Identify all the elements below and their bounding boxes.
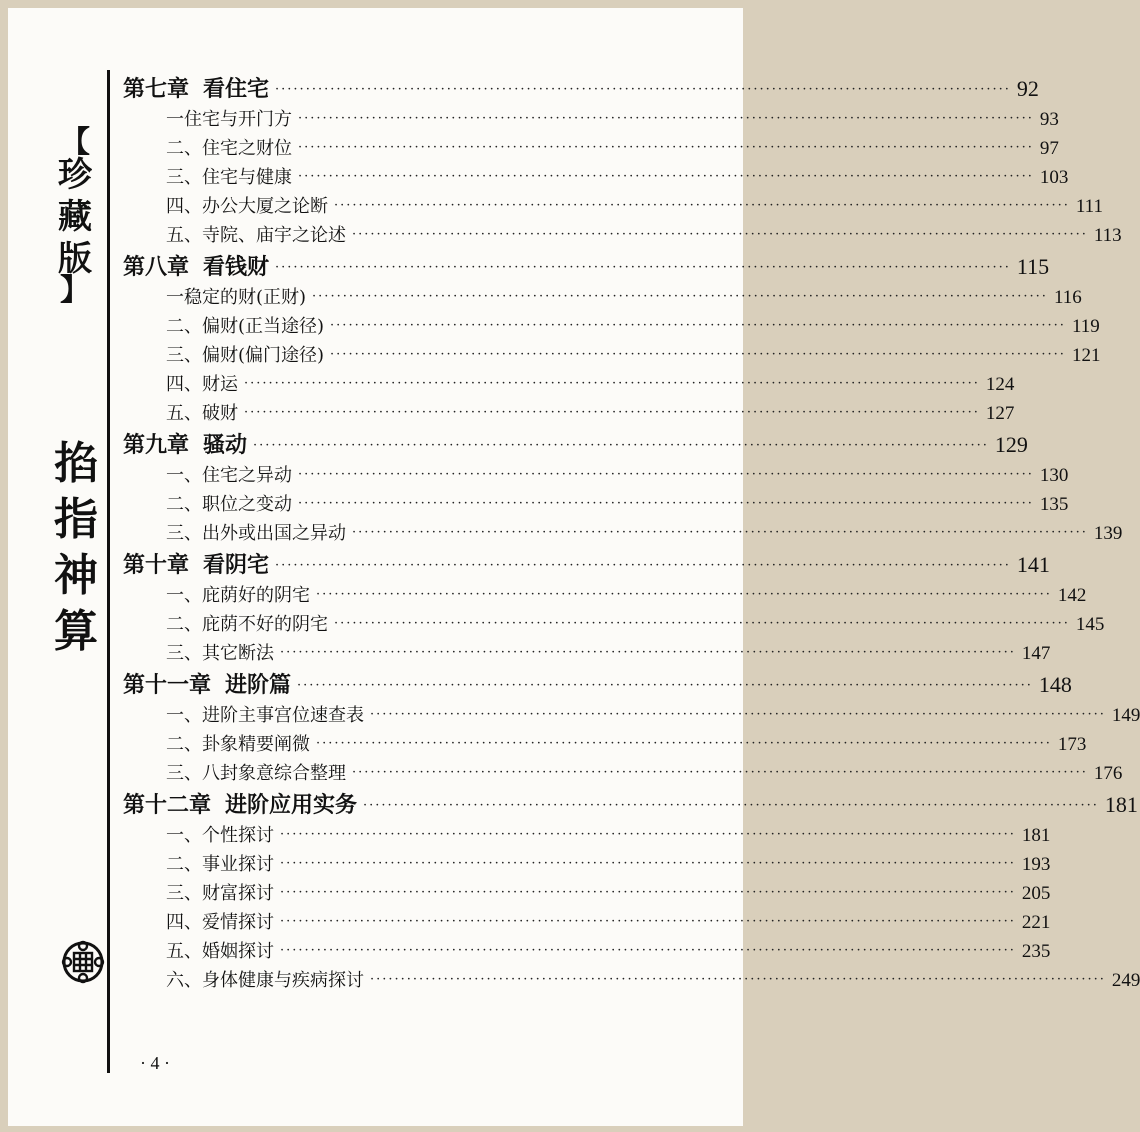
toc-section-row xyxy=(123,134,1059,163)
toc-page-number: 113 xyxy=(1093,225,1122,246)
toc-section-row xyxy=(123,105,1059,134)
table-of-contents xyxy=(123,72,1140,995)
chapter-number: 第九章 xyxy=(123,432,190,458)
leader-dots: ························································································································ xyxy=(370,972,1106,987)
toc-page-number: 124 xyxy=(985,374,1015,395)
edition-close-bracket: 】 xyxy=(60,273,90,308)
section-title: 二、住宅之财位 xyxy=(166,138,292,159)
toc-page-number: 121 xyxy=(1071,345,1101,366)
leader-dots: ························································································································ xyxy=(298,496,1034,511)
leader-dots: ························································································································ xyxy=(312,289,1048,304)
toc-section-row xyxy=(123,908,1051,937)
chapter-heading xyxy=(123,428,247,459)
chapter-number: 第七章 xyxy=(123,76,190,102)
toc-page-number: 116 xyxy=(1053,287,1082,308)
section-title: 一、庇荫好的阴宅 xyxy=(166,585,310,606)
toc-page-number: 181 xyxy=(1021,825,1051,846)
toc-section-row xyxy=(123,879,1051,908)
leader-dots: ························································································································ xyxy=(280,645,1016,660)
toc-page-number: 119 xyxy=(1071,316,1100,337)
toc-page-number: 129 xyxy=(994,432,1028,457)
toc-page-number: 135 xyxy=(1039,494,1069,515)
toc-section-row xyxy=(123,490,1069,519)
leader-dots: ························································································································ xyxy=(352,227,1088,242)
toc-section-row xyxy=(123,341,1101,370)
leader-dots: ························································································································ xyxy=(298,169,1034,184)
toc-page-number: 148 xyxy=(1038,672,1072,697)
toc-page-number: 173 xyxy=(1057,734,1087,755)
section-title: 三、财富探讨 xyxy=(166,883,274,904)
section-title: 一、个性探讨 xyxy=(166,825,274,846)
section-title: 六、身体健康与疾病探讨 xyxy=(166,970,364,991)
leader-dots: ························································································································ xyxy=(244,405,980,420)
page-number: · 4 · xyxy=(140,1053,170,1073)
title-char: 指 xyxy=(54,494,98,545)
section-title: 三、出外或出国之异动 xyxy=(166,523,346,544)
title-char: 神 xyxy=(54,550,98,601)
section-title: 四、爱情探讨 xyxy=(166,912,274,933)
section-title: 二、偏财(正当途径) xyxy=(166,316,325,337)
section-title: 二、事业探讨 xyxy=(166,854,274,875)
toc-page-number: 127 xyxy=(985,403,1015,424)
edition-label xyxy=(52,125,98,308)
section-title: 三、住宅与健康 xyxy=(166,167,292,188)
section-title: 一稳定的财(正财) xyxy=(166,287,307,308)
toc-page-number: 130 xyxy=(1039,465,1069,486)
toc-section-row xyxy=(123,730,1087,759)
toc-page-number: 249 xyxy=(1111,970,1140,991)
leader-dots: ························································································································ xyxy=(363,798,1099,813)
chapter-title: 看阴宅 xyxy=(203,552,270,578)
toc-page-number: 205 xyxy=(1021,883,1051,904)
chapter-title: 看钱财 xyxy=(203,254,270,280)
leader-dots: ························································································································ xyxy=(280,885,1016,900)
title-char: 掐 xyxy=(54,438,98,489)
section-title: 二、庇荫不好的阴宅 xyxy=(166,614,328,635)
toc-page-number: 149 xyxy=(1111,705,1140,726)
section-title: 五、破财 xyxy=(166,403,238,424)
chapter-heading xyxy=(123,250,269,281)
chapter-title: 进阶应用实务 xyxy=(225,792,358,818)
book-title-vertical xyxy=(52,436,100,660)
edition-char: 版 xyxy=(58,239,92,279)
toc-section-row xyxy=(123,701,1140,730)
leader-dots: ························································································································ xyxy=(352,525,1088,540)
toc-section-row xyxy=(123,850,1051,879)
toc-page-number: 221 xyxy=(1021,912,1051,933)
leader-dots: ························································································································ xyxy=(280,856,1016,871)
toc-chapter-row xyxy=(123,250,1050,283)
toc-page-number: 103 xyxy=(1039,167,1069,188)
section-title: 一住宅与开门方 xyxy=(166,109,292,130)
section-title: 五、婚姻探讨 xyxy=(166,941,274,962)
toc-section-row xyxy=(123,821,1051,850)
toc-page-number: 181 xyxy=(1104,792,1138,817)
toc-section-row xyxy=(123,312,1100,341)
vertical-rule xyxy=(107,70,110,1073)
section-title: 一、进阶主事宫位速查表 xyxy=(166,705,364,726)
leader-dots: ························································································································ xyxy=(352,765,1088,780)
toc-page-number: 142 xyxy=(1057,585,1087,606)
leader-dots: ························································································································ xyxy=(334,198,1070,213)
leader-dots: ························································································································ xyxy=(275,558,1011,573)
section-title: 二、职位之变动 xyxy=(166,494,292,515)
toc-section-row xyxy=(123,461,1069,490)
section-title: 三、偏财(偏门途径) xyxy=(166,345,325,366)
book-page xyxy=(8,8,1140,1126)
toc-chapter-row xyxy=(123,788,1138,821)
leader-dots: ························································································································ xyxy=(316,736,1052,751)
leader-dots: ························································································································ xyxy=(330,318,1066,333)
edition-open-bracket: 【 xyxy=(60,125,90,160)
toc-page-number: 93 xyxy=(1039,109,1059,130)
toc-section-row xyxy=(123,221,1122,250)
chapter-heading xyxy=(123,668,291,699)
section-title: 一、住宅之异动 xyxy=(166,465,292,486)
section-title: 三、其它断法 xyxy=(166,643,274,664)
toc-section-row xyxy=(123,283,1082,312)
toc-page-number: 235 xyxy=(1021,941,1051,962)
toc-page-number: 145 xyxy=(1075,614,1105,635)
leader-dots: ························································································································ xyxy=(370,707,1106,722)
chapter-heading xyxy=(123,72,269,103)
section-title: 四、办公大厦之论断 xyxy=(166,196,328,217)
chapter-heading xyxy=(123,548,269,579)
toc-page-number: 92 xyxy=(1016,76,1039,101)
leader-dots: ························································································································ xyxy=(334,616,1070,631)
toc-page-number: 147 xyxy=(1021,643,1051,664)
toc-section-row xyxy=(123,966,1140,995)
toc-section-row xyxy=(123,610,1105,639)
chapter-heading xyxy=(123,788,357,819)
leader-dots: ························································································································ xyxy=(298,140,1034,155)
section-title: 四、财运 xyxy=(166,374,238,395)
leader-dots: ························································································································ xyxy=(244,376,980,391)
leader-dots: ························································································································ xyxy=(275,260,1011,275)
toc-page-number: 193 xyxy=(1021,854,1051,875)
toc-section-row xyxy=(123,163,1069,192)
section-title: 二、卦象精要阐微 xyxy=(166,734,310,755)
chapter-number: 第十二章 xyxy=(123,792,212,818)
chapter-number: 第八章 xyxy=(123,254,190,280)
toc-section-row xyxy=(123,937,1051,966)
toc-page-number: 97 xyxy=(1039,138,1059,159)
leader-dots: ························································································································ xyxy=(297,678,1033,693)
toc-section-row xyxy=(123,581,1087,610)
chapter-number: 第十章 xyxy=(123,552,190,578)
chapter-title: 进阶篇 xyxy=(225,672,292,698)
leader-dots: ························································································································ xyxy=(275,82,1011,97)
section-title: 三、八封象意综合整理 xyxy=(166,763,346,784)
chapter-number: 第十一章 xyxy=(123,672,212,698)
chapter-title: 看住宅 xyxy=(203,76,270,102)
leader-dots: ························································································································ xyxy=(280,943,1016,958)
toc-page-number: 139 xyxy=(1093,523,1123,544)
toc-section-row xyxy=(123,639,1051,668)
toc-section-row xyxy=(123,192,1103,221)
toc-chapter-row xyxy=(123,548,1050,581)
toc-section-row xyxy=(123,399,1015,428)
toc-section-row xyxy=(123,370,1015,399)
section-title: 五、寺院、庙宇之论述 xyxy=(166,225,346,246)
leader-dots: ························································································································ xyxy=(298,111,1034,126)
toc-page-number: 115 xyxy=(1016,254,1050,279)
edition-char: 珍 xyxy=(58,155,92,195)
toc-chapter-row xyxy=(123,668,1072,701)
toc-section-row xyxy=(123,519,1123,548)
leader-dots: ························································································································ xyxy=(280,914,1016,929)
toc-chapter-row xyxy=(123,72,1039,105)
knot-ornament-icon xyxy=(60,939,106,985)
leader-dots: ························································································································ xyxy=(253,438,989,453)
edition-char: 藏 xyxy=(58,197,92,237)
toc-chapter-row xyxy=(123,428,1028,461)
leader-dots: ························································································································ xyxy=(298,467,1034,482)
leader-dots: ························································································································ xyxy=(330,347,1066,362)
toc-page-number: 141 xyxy=(1016,552,1050,577)
toc-page-number: 176 xyxy=(1093,763,1123,784)
toc-section-row xyxy=(123,759,1123,788)
toc-page-number: 111 xyxy=(1075,196,1103,217)
chapter-title: 骚动 xyxy=(203,432,248,458)
leader-dots: ························································································································ xyxy=(280,827,1016,842)
leader-dots: ························································································································ xyxy=(316,587,1052,602)
title-char: 算 xyxy=(54,606,98,657)
